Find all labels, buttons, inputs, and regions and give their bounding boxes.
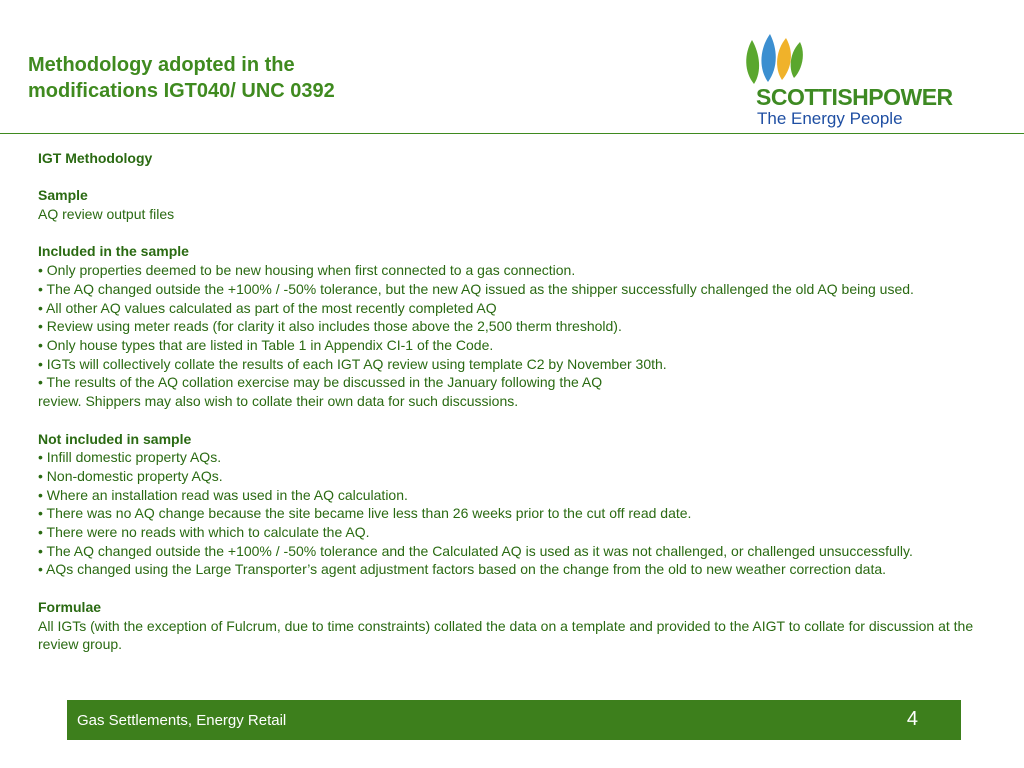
list-item: • There were no reads with which to calculate the AQ. (38, 524, 370, 541)
list-item: • Infill domestic property AQs. (38, 449, 222, 466)
formulae-text: All IGTs (with the exception of Fulcrum, due to time constraints) collated the data on a template and provided to the AIGT to collate for discussion at the review group. (38, 617, 974, 653)
not-included-heading: Not included in sample (38, 430, 192, 447)
list-item: • Where an installation read was used in the AQ calculation. (38, 486, 408, 503)
spacer (38, 224, 988, 243)
company-logo (738, 30, 978, 130)
logo-tagline: The Energy People (757, 109, 903, 128)
page-number: 4 (906, 708, 918, 730)
list-item: • The AQ changed outside the +100% / -50% tolerance and the Calculated AQ is used as it was not challenged, or challenged unsuccessfully. (38, 542, 913, 559)
included-heading: Included in the sample (38, 243, 189, 260)
spacer (38, 168, 988, 187)
list-item: • Review using meter reads (for clarity it also includes those above the 2,500 therm threshold). (38, 318, 622, 335)
sample-text: AQ review output files (38, 206, 175, 223)
title-line-1: Methodology adopted in the (28, 54, 295, 76)
title-line-2: modifications IGT040/ UNC 0392 (28, 80, 335, 102)
formulae-heading: Formulae (38, 598, 102, 615)
list-item: • There was no AQ change because the site became live less than 26 weeks prior to the cut off read date. (38, 505, 692, 522)
slide-body (38, 149, 988, 654)
page-title (28, 52, 548, 104)
list-item: • AQs changed using the Large Transporter’s agent adjustment factors based on the change from the old to new weather correction data. (38, 561, 887, 578)
spacer (38, 411, 988, 430)
list-item: review. Shippers may also wish to collate their own data for such discussions. (38, 393, 519, 410)
list-item: • The results of the AQ collation exercise may be discussed in the January following the AQ (38, 374, 603, 391)
spacer (38, 579, 988, 598)
section-heading: IGT Methodology (38, 150, 153, 166)
list-item: • Non-domestic property AQs. (38, 467, 223, 484)
list-item: • All other AQ values calculated as part of the most recently completed AQ (38, 299, 497, 316)
sample-heading: Sample (38, 187, 88, 204)
header-divider (0, 133, 1024, 134)
list-item: • The AQ changed outside the +100% / -50% tolerance, but the new AQ issued as the shipper successfully challenged the old AQ being used. (38, 280, 914, 297)
list-item: • IGTs will collectively collate the results of each IGT AQ review using template C2 by November 30th. (38, 355, 667, 372)
footer-label: Gas Settlements, Energy Retail (77, 712, 287, 729)
logo-wordmark: SCOTTISHPOWER (756, 84, 953, 110)
list-item: • Only house types that are listed in Table 1 in Appendix CI-1 of the Code. (38, 337, 494, 353)
footer-bar (67, 700, 961, 740)
leaves-logo-icon (740, 32, 804, 88)
list-item: • Only properties deemed to be new housing when first connected to a gas connection. (38, 262, 576, 279)
